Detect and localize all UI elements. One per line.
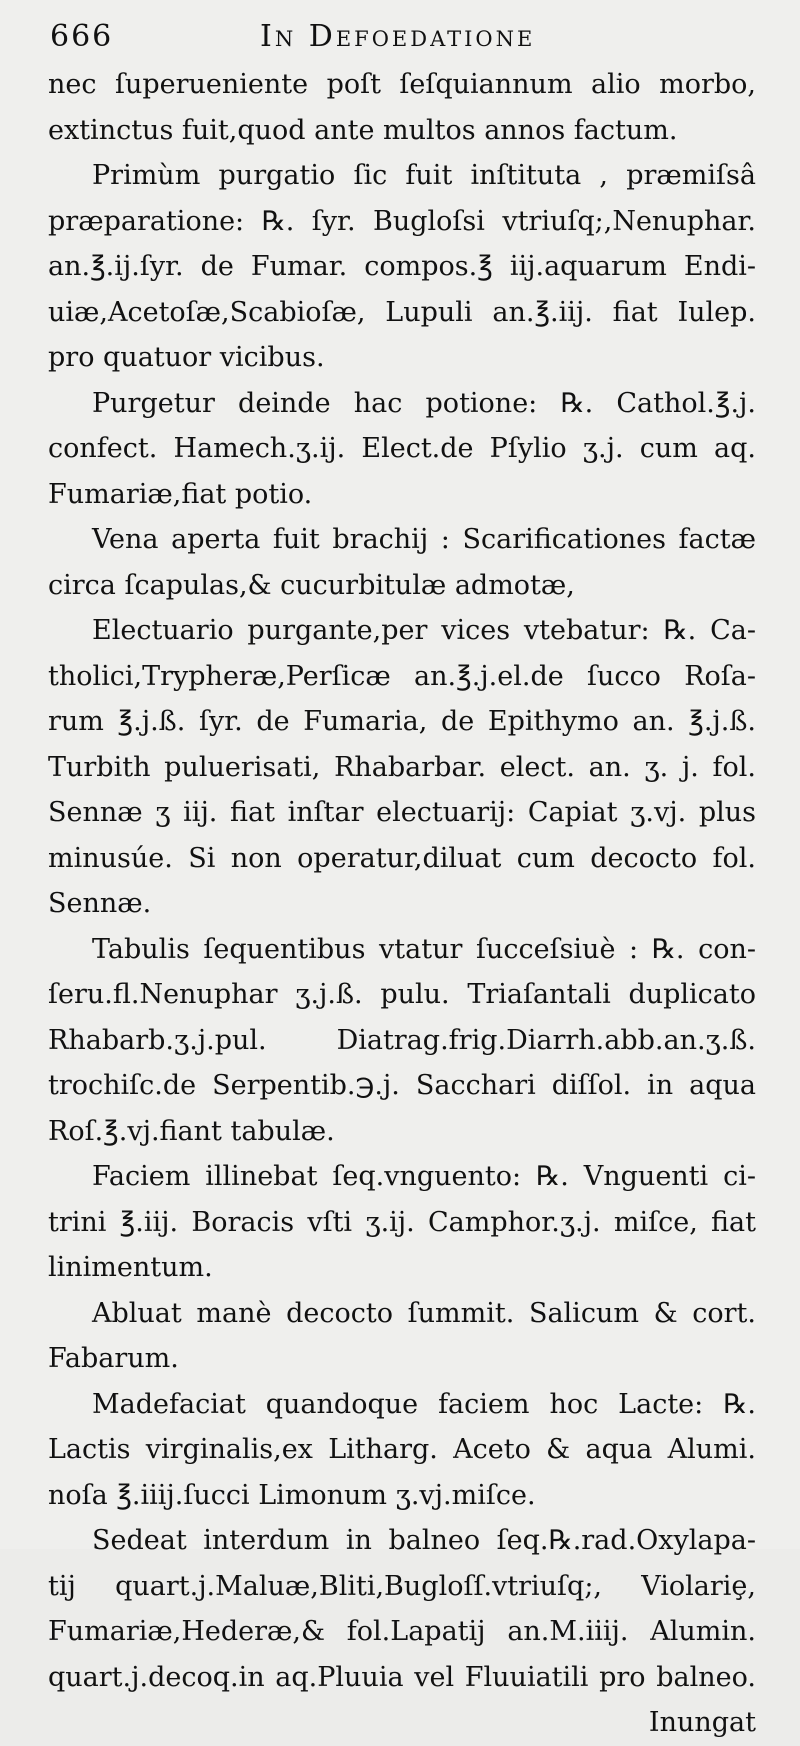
- text-line: extinctus fuit,quod ante multos annos factum.: [48, 114, 678, 146]
- text-line: trochiſc.de Serpentib.℈.j. Sacchari diſſol. in aqua: [48, 1070, 756, 1101]
- text-line: Madefaciat quandoque faciem hoc Lacte: ℞.: [92, 1388, 756, 1420]
- text-line: nec ſuperueniente poſt ſeſquiannum alio morbo,: [48, 69, 756, 100]
- text-line: circa ſcapulas,& cucurbitulæ admotæ,: [48, 569, 575, 601]
- text-line: Faciem illinebat ſeq.vnguento: ℞. Vnguenti ci-: [92, 1161, 756, 1192]
- text-line: minusúe. Si non operatur,diluat cum decocto fol.: [48, 842, 756, 874]
- text-line: Fabarum.: [48, 1343, 179, 1374]
- text-line: uiæ,Acetoſæ,Scabioſæ, Lupuli an.℥.iij. fiat Iulep.: [48, 296, 756, 328]
- running-head: In Defoedatione: [260, 18, 536, 54]
- text-line: quart.j.decoq.in aq.Pluuia vel Fluuiatili pro balneo.: [48, 1661, 756, 1693]
- text-line: Purgetur deinde hac potione: ℞. Cathol.℥.j.: [92, 387, 756, 419]
- text-line: trini ℥.iij. Boracis vſti ʒ.ij. Camphor.ʒ.j. miſce, fiat: [48, 1206, 756, 1238]
- text-line: Electuario purgante,per vices vtebatur: ℞. Ca-: [92, 615, 756, 646]
- text-line: noſa ℥.iiij.ſucci Limonum ʒ.vj.miſce.: [48, 1479, 536, 1511]
- text-line: Lactis virginalis,ex Litharg. Aceto & aqua Alumi.: [48, 1434, 756, 1465]
- text-line: ſeru.fl.Nenuphar ʒ.j.ß. pulu. Triaſantali duplicato: [48, 979, 756, 1010]
- text-line: Tabulis ſequentibus vtatur ſucceſsiuè : ℞. con-: [92, 933, 756, 965]
- text-line: linimentum.: [48, 1252, 213, 1283]
- text-line: confect. Hamech.ʒ.ij. Elect.de Pſylio ʒ.j. cum aq.: [48, 433, 756, 464]
- catchword: Inungat: [648, 1707, 756, 1738]
- text-line: tholici,Trypheræ,Perſicæ an.℥.j.el.de ſucco Roſa-: [48, 660, 756, 692]
- body-text: [48, 62, 756, 1700]
- text-line: Sedeat interdum in balneo ſeq.℞.rad.Oxylapa-: [92, 1525, 756, 1556]
- text-line: an.℥.ij.ſyr. de Fumar. compos.℥ iij.aquarum Endi-: [48, 251, 756, 282]
- text-line: præparatione: ℞. ſyr. Bugloſsi vtriuſq;,Nenuphar.: [48, 205, 756, 237]
- page-number: 666: [50, 18, 114, 54]
- text-line: Sennæ ʒ iij. fiat inſtar electuarij: Capiat ʒ.vj. plus: [48, 797, 756, 828]
- text-line: Fumariæ,fiat potio.: [48, 478, 313, 510]
- text-line: pro quatuor vicibus.: [48, 342, 325, 373]
- text-line: Rhabarb.ʒ.j.pul. Diatrag.frig.Diarrh.abb.an.ʒ.ß.: [48, 1024, 756, 1056]
- text-line: Turbith puluerisati, Rhabarbar. elect. an. ʒ. j. fol.: [48, 751, 756, 783]
- page-header: [48, 10, 752, 62]
- text-line: Vena aperta fuit brachij : Scarificationes factæ: [92, 524, 756, 555]
- text-line: tij quart.j.Maluæ,Bliti,Bugloſſ.vtriuſq;, Violariȩ,: [48, 1570, 756, 1602]
- text-line: rum ℥.j.ß. ſyr. de Fumaria, de Epithymo an. ℥.j.ß.: [48, 706, 756, 737]
- text-line: Fumariæ,Hederæ,& fol.Lapatij an.M.iiij. Alumin.: [48, 1616, 756, 1647]
- text-line: Primùm purgatio ſic fuit inſtituta , præmiſsâ: [92, 160, 756, 191]
- text-line: Sennæ.: [48, 888, 152, 919]
- text-line: Roſ.℥.vj.fiant tabulæ.: [48, 1115, 335, 1147]
- text-line: Abluat manè decocto ſummit. Salicum & cort.: [92, 1297, 756, 1329]
